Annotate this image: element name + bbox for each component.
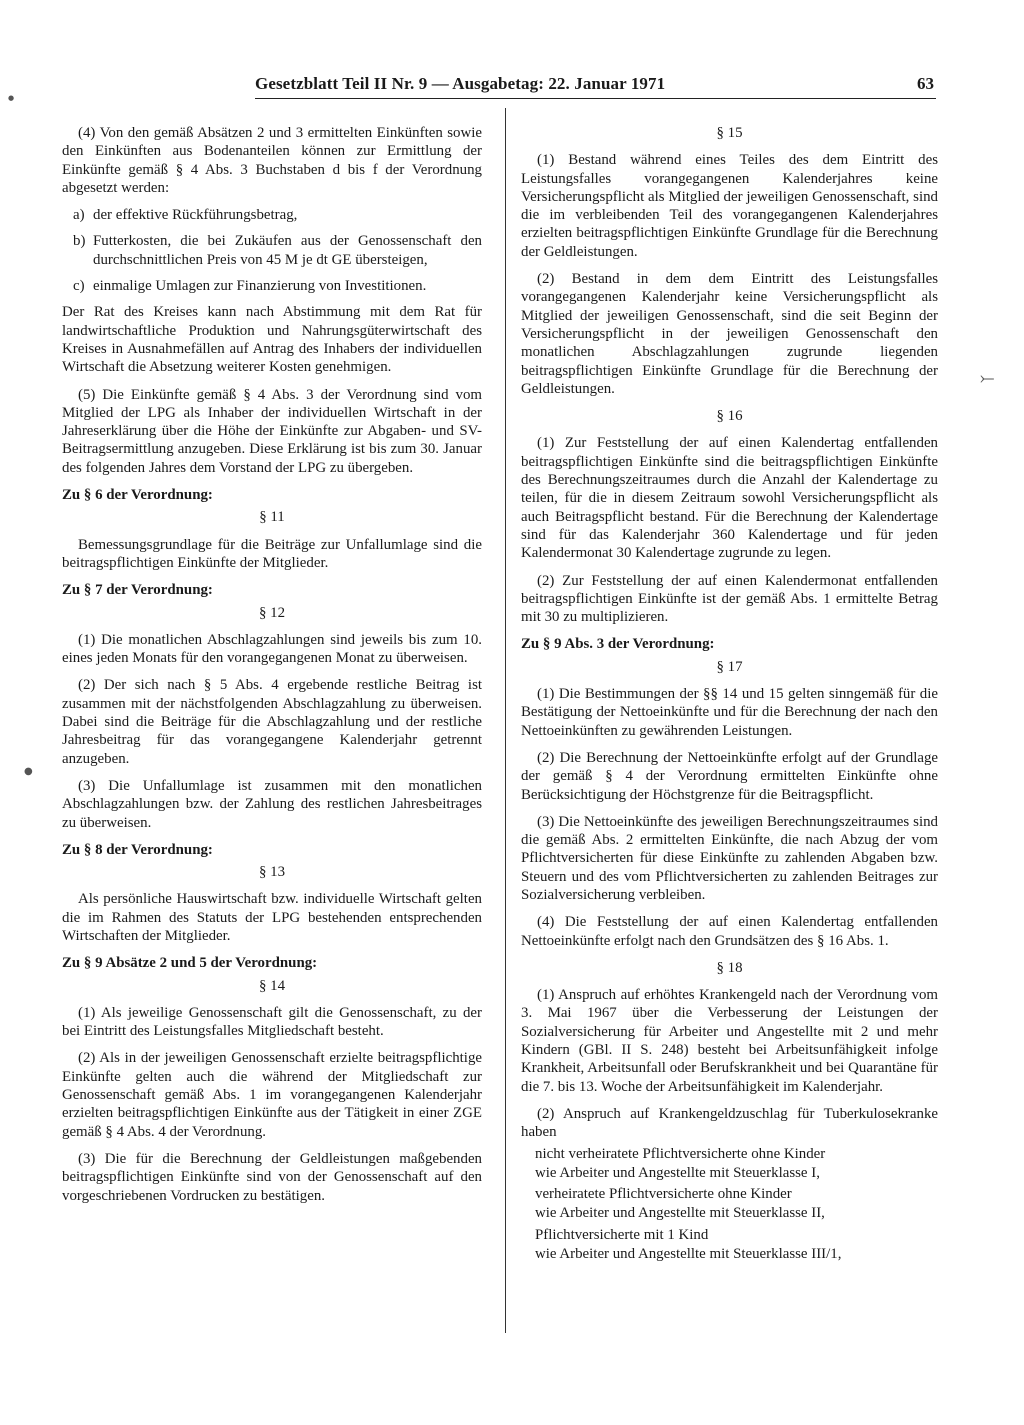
section-12-paragraph-1: (1) Die monatlichen Abschlagzahlungen sind jeweils bis zum 10. eines jeden Monats für den vorangegangenen Monat zu überweisen. xyxy=(62,631,482,667)
list-item-b xyxy=(62,232,482,269)
right-column xyxy=(521,124,938,1266)
section-11-heading: § 11 xyxy=(259,509,285,526)
section-12-heading: § 12 xyxy=(258,604,286,621)
list-item-a xyxy=(62,206,482,224)
page-header xyxy=(255,70,936,99)
section-17-paragraph-4: (4) Die Feststellung der auf einen Kalendertag entfallenden Nettoeinkünfte erfolgt nach den Grundsätzen des § 16 Abs. 1. xyxy=(521,914,938,949)
paragraph-5: (5) Die Einkünfte gemäß § 4 Abs. 3 der Verordnung sind vom Mitglied der LPG als Inhaber der individuellen Wirtschaft in der Jahreserklärung über die Höhe der Einkünfte zur Abgaben- und SV-Beitragsermittlung anzugeben. Diese Erklärung ist bis zum 30. Januar des folgenden Jahres dem Vorstand der LPG zu übergeben. xyxy=(62,386,482,476)
list-line: Pflichtversicherte mit 1 Kind xyxy=(535,1226,709,1243)
paragraph-4: (4) Von den gemäß Absätzen 2 und 3 ermittelten Einkünften sowie den Einkünften aus Bodenanteilen können zur Ermittlung der Einkünfte gemäß § 4 Abs. 3 Buchstaben d bis f der Verordnung abgesetzt werden: xyxy=(62,125,482,196)
section-18-paragraph-2: (2) Anspruch auf Krankengeldzuschlag für Tuberkulosekranke haben xyxy=(521,1105,938,1141)
section-17-paragraph-1: (1) Die Bestimmungen der §§ 14 und 15 gelten sinngemäß für die Bestätigung der Nettoeinkünfte und für die Berechnung der nach den Nettoeinkünften zu gewährenden Leistungen. xyxy=(521,686,938,739)
list-text: der effektive Rückführungsbetrag, xyxy=(93,207,298,224)
section-15-paragraph-1: (1) Bestand während eines Teiles des dem Eintritt des Leistungsfalles vorangegangenen Kalenderjahres keine Versicherungspflicht als Mitglied der jeweiligen Genossenschaft, sind die im verbleibenden Teil des vorangegangenen Kalenderjahres erzielten beitragspflichtigen Einkünfte Grundlage für die Berechnung der Geldleistungen. xyxy=(521,152,938,260)
list-text: einmalige Umlagen zur Finanzierung von Investitionen. xyxy=(93,278,427,295)
page-number: 63 xyxy=(917,74,934,93)
insured-person-list xyxy=(535,1145,938,1264)
section-18-paragraph-1: (1) Anspruch auf erhöhtes Krankengeld nach der Verordnung vom 3. Mai 1967 über die Verbesserung der Leistungen der Sozialversicherung für Arbeiter und Angestellte mit 2 und mehr Kindern (GBl. II S. 248) besteht bei Arbeitsunfähigkeit infolge Krankheit, Arbeitsunfall oder Berufskrankheit und bei Quarantäne für die 7. bis 13. Woche der Arbeitsunfähigkeit im Kalenderjahr. xyxy=(521,987,938,1095)
section-12-paragraph-2: (2) Der sich nach § 5 Abs. 4 ergebende restliche Beitrag ist zusammen mit der nächstfolgenden Abschlagzahlung zu überweisen. Dabei sind die Beiträge für die Abschlagzahlung und der restliche Jahresbeitrag für das vorangegangene Kalenderjahr getrennt anzugeben. xyxy=(62,677,482,767)
list-line: wie Arbeiter und Angestellte mit Steuerklasse II, xyxy=(535,1205,825,1222)
section-14-heading: § 14 xyxy=(258,977,286,994)
section-15-heading: § 15 xyxy=(716,125,743,141)
header-title: Gesetzblatt Teil II Nr. 9 — Ausgabetag: 22. Januar 1971 xyxy=(255,74,666,93)
section-16-paragraph-2: (2) Zur Feststellung der auf einen Kalendermonat entfallenden beitragspflichtigen Einkünfte ist der gemäß Abs. 1 ermittelte Betrag mit 30 zu multiplizieren. xyxy=(521,572,938,626)
reference-heading-6: Zu § 6 der Verordnung: xyxy=(62,487,213,504)
list-line: nicht verheiratete Pflichtversicherte ohne Kinder xyxy=(535,1145,826,1162)
list-item-c xyxy=(62,277,482,295)
section-16-paragraph-1: (1) Zur Feststellung der auf einen Kalendertag entfallenden beitragspflichtigen Einkünfte sind die beitragspflichtigen Einkünfte des Berechnungszeitraumes durch die Anzahl der Kalendertage zu teilen, für die in diesem Zeitraum sowohl Versicherungspflicht als auch Beitragspflicht bestand. Für die Berechnung der Kalendertage sind für das Kalenderjahr 360 Kalendertage und für jeden Kalendermonat 30 Kalendertage zugrunde zu legen. xyxy=(521,435,938,562)
column-divider xyxy=(505,108,506,1333)
margin-arrow-icon: ⤚ xyxy=(980,368,995,389)
list-line: wie Arbeiter und Angestellte mit Steuerklasse I, xyxy=(535,1164,820,1181)
section-16-heading: § 16 xyxy=(716,408,743,425)
reference-heading-7: Zu § 7 der Verordnung: xyxy=(62,582,213,599)
section-14-paragraph-3: (3) Die für die Berechnung der Geldleistungen maßgebenden beitragspflichtigen Einkünfte sind von der Genossenschaft auf den vorgeschriebenen Vordrucken zu bestätigen. xyxy=(62,1150,482,1204)
section-12-paragraph-3: (3) Die Unfallumlage ist zusammen mit den monatlichen Abschlagzahlungen bzw. der Zahlung des restlichen Jahresbeitrages zu überweisen. xyxy=(62,777,482,831)
section-15-paragraph-2: (2) Bestand in dem dem Eintritt des Leistungsfalles vorangegangenen Kalenderjahr keine Versicherungspflicht als Mitglied der jeweiligen Genossenschaft, sind die seit Beginn der Versicherungspflicht in der jeweiligen Genossenschaft den monatlichen Abschlagzahlungen zugrunde liegenden beitragspflichtigen Einkünfte Grundlage für die Berechnung der Geldleistungen. xyxy=(521,271,938,397)
list-text: Futterkosten, die bei Zukäufen aus der Genossenschaft den durchschnittlichen Preis von 45 M je dt GE übersteigen, xyxy=(93,233,482,268)
section-13-heading: § 13 xyxy=(258,864,286,881)
section-18-heading: § 18 xyxy=(716,959,743,976)
list-marker: a) xyxy=(73,207,85,224)
list-line: verheiratete Pflichtversicherte ohne Kinder xyxy=(535,1186,792,1203)
section-17-paragraph-3: (3) Die Nettoeinkünfte des jeweiligen Berechnungszeitraumes sind die gemäß Abs. 2 ermittelten Einkünfte, die nach Abzug der vom Pflichtversicherten für diese Einkünfte zu zahlenden Abgaben bzw. Steuern und des vom Pflichtversicherten zu zahlenden Beitrages zur Sozialversicherung verbleiben. xyxy=(521,813,938,903)
scan-dot-icon: ● xyxy=(8,94,15,102)
list-line: wie Arbeiter und Angestellte mit Steuerklasse III/1, xyxy=(535,1246,842,1263)
reference-heading-8: Zu § 8 der Verordnung: xyxy=(62,841,213,858)
section-14-paragraph-2: (2) Als in der jeweiligen Genossenschaft erzielte beitragspflichtige Einkünfte gelten auch die während der Mitgliedschaft zur Genossenschaft gemäß Abs. 1 im vorangegangenen Kalenderjahr erzielten beitragspflichtigen Einkünfte aus der Tätigkeit in einer ZGE gemäß § 4 Abs. 4 der Verordnung. xyxy=(62,1050,482,1140)
list-marker: c) xyxy=(73,278,85,295)
section-11-text: Bemessungsgrundlage für die Beiträge zur Unfallumlage sind die beitragspflichtigen Einkünfte der Mitglieder. xyxy=(62,536,482,571)
reference-heading-9: Zu § 9 Absätze 2 und 5 der Verordnung: xyxy=(62,955,318,972)
scan-dot-icon: ● xyxy=(24,766,33,777)
section-17-paragraph-2: (2) Die Berechnung der Nettoeinkünfte erfolgt auf der Grundlage der gemäß § 4 der Verordnung ermittelten Einkünfte ohne Berücksichtigung der Höchstgrenze für die Beitragspflicht. xyxy=(521,749,938,803)
paragraph-4b: Der Rat des Kreises kann nach Abstimmung mit dem Rat für landwirtschaftliche Produktion und Nahrungsgüterwirtschaft des Kreises in Ausnahmefällen auf Antrag des Inhabers der individuellen Wirtschaft die Absetzung weiterer Kosten genehmigen. xyxy=(62,304,482,376)
section-13-text: Als persönliche Hauswirtschaft bzw. individuelle Wirtschaft gelten die im Rahmen des Statuts der LPG bestehenden entsprechenden Wirtschaften der Mitglieder. xyxy=(62,891,482,944)
section-17-heading: § 17 xyxy=(716,658,743,675)
section-14-paragraph-1: (1) Als jeweilige Genossenschaft gilt die Genossenschaft, zu der bei Eintritt des Leistungsfalles Mitgliedschaft besteht. xyxy=(62,1004,482,1040)
reference-heading-9-3: Zu § 9 Abs. 3 der Verordnung: xyxy=(521,636,715,653)
list-marker: b) xyxy=(73,233,86,250)
left-column xyxy=(62,124,482,1214)
